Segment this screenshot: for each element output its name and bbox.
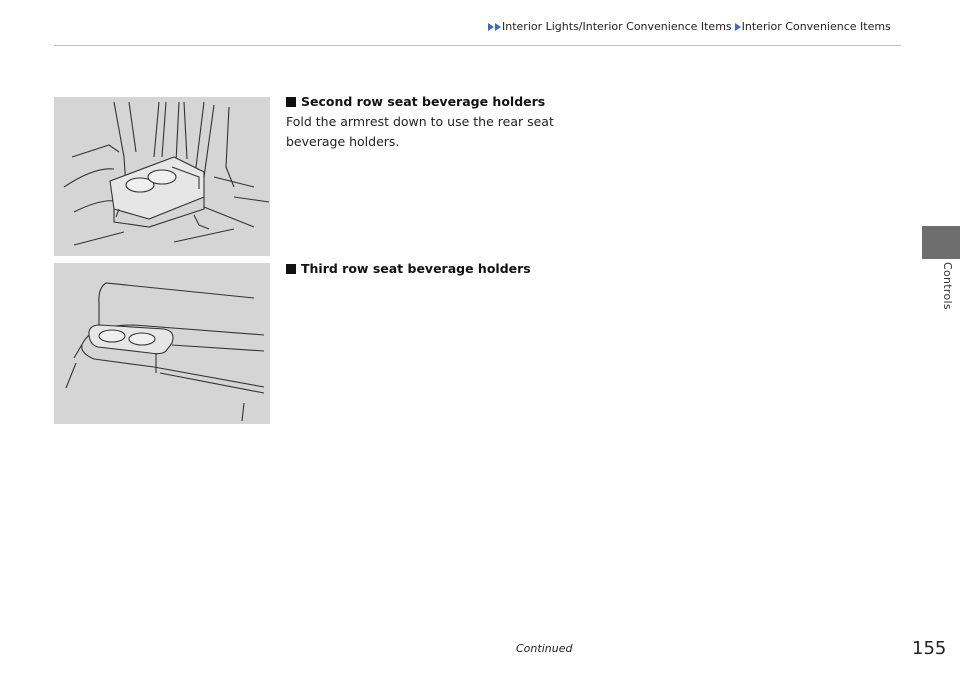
bullet-square-icon xyxy=(286,264,296,274)
page-number: 155 xyxy=(912,638,947,659)
second-row-armrest-illustration xyxy=(54,97,270,256)
breadcrumb xyxy=(488,20,891,33)
section-heading xyxy=(286,94,545,109)
section-heading-text: Third row seat beverage holders xyxy=(301,261,531,276)
continued-label: Continued xyxy=(516,642,573,655)
section-tab xyxy=(922,226,960,259)
section-heading-text: Second row seat beverage holders xyxy=(301,94,546,109)
arrow-right-icon xyxy=(735,23,741,31)
header-divider xyxy=(54,45,901,46)
third-row-cupholder-illustration xyxy=(54,263,270,424)
section-heading xyxy=(286,261,531,276)
breadcrumb-item[interactable]: Interior Convenience Items xyxy=(741,20,891,33)
bullet-square-icon xyxy=(286,97,296,107)
section-tab-label: Controls xyxy=(941,262,954,310)
arrow-right-icon xyxy=(488,23,494,31)
breadcrumb-item[interactable]: Interior Lights/Interior Convenience Items xyxy=(502,20,732,33)
arrow-right-icon xyxy=(495,23,501,31)
section-body: Fold the armrest down to use the rear seat beverage holders. xyxy=(286,114,554,149)
